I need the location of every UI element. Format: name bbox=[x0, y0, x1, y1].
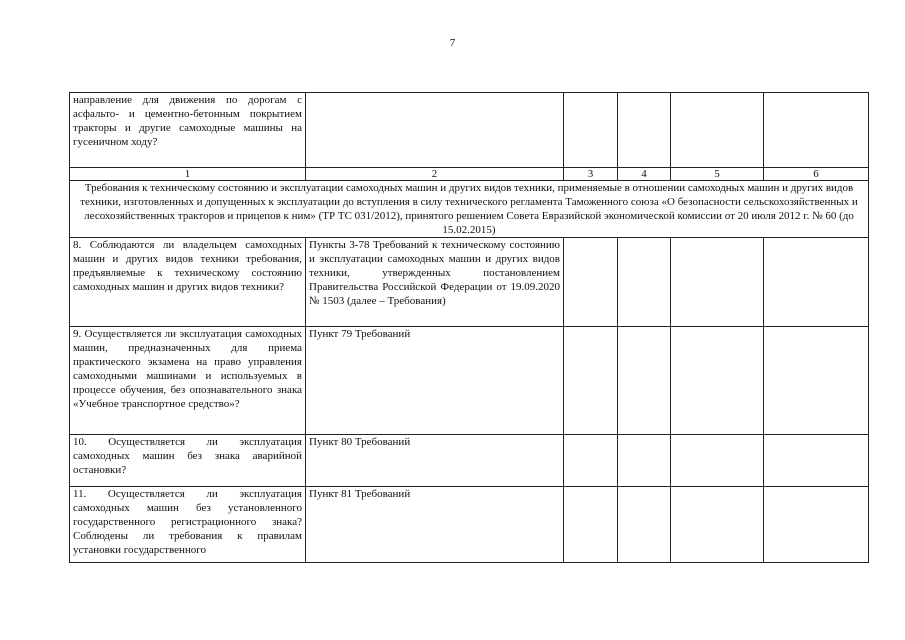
answer-cell bbox=[564, 238, 618, 327]
question-cell: 11. Осуществляется ли эксплуатация самоходных машин без установленного государственного регистрационного знака? Соблюдены ли требования к правилам установки государственного bbox=[70, 487, 306, 563]
answer-cell bbox=[671, 487, 764, 563]
section-title: Требования к техническому состоянию и эксплуатации самоходных машин и других видов техники, применяемые в отношении самоходных машин и других видов техники, изготовленных и допущенных к эксплуатации до вступления в силу технического регламента Таможенного союза «О безопасности сельскохозяйственных и лесохозяйственных тракторов и прицепов к ним» (ТР ТС 031/2012), принятого решением Совета Евразийской экономической комиссии от 20 июля 2012 г. № 60 (до 15.02.2015) bbox=[70, 181, 869, 238]
answer-cell bbox=[564, 327, 618, 435]
table-row bbox=[70, 435, 869, 487]
answer-cell bbox=[764, 93, 869, 168]
answer-cell bbox=[618, 435, 671, 487]
table-row bbox=[70, 327, 869, 435]
answer-cell bbox=[671, 327, 764, 435]
column-number-row bbox=[70, 168, 869, 181]
answer-cell bbox=[764, 327, 869, 435]
answer-cell bbox=[618, 487, 671, 563]
table-row bbox=[70, 93, 869, 168]
answer-cell bbox=[764, 487, 869, 563]
question-cell: 10. Осуществляется ли эксплуатация самоходных машин без знака аварийной остановки? bbox=[70, 435, 306, 487]
answer-cell bbox=[618, 327, 671, 435]
question-cell: направление для движения по дорогам с асфальто- и цементно-бетонным покрытием тракторы и другие самоходные машины на гусеничном ходу? bbox=[70, 93, 306, 168]
table-row bbox=[70, 238, 869, 327]
requirement-cell: Пункт 81 Требований bbox=[306, 487, 564, 563]
column-number: 5 bbox=[671, 168, 764, 181]
column-number: 1 bbox=[70, 168, 306, 181]
answer-cell bbox=[564, 435, 618, 487]
answer-cell bbox=[671, 238, 764, 327]
requirement-cell: Пункт 80 Требований bbox=[306, 435, 564, 487]
question-cell: 8. Соблюдаются ли владельцем самоходных машин и других видов техники требования, предъявляемые к техническому состоянию самоходных машин и других видов техники? bbox=[70, 238, 306, 327]
requirement-cell bbox=[306, 93, 564, 168]
question-cell: 9. Осуществляется ли эксплуатация самоходных машин, предназначенных для приема практического экзамена на право управления самоходными машинами и используемых в процессе обучения, без опознавательного знака «Учебное транспортное средство»? bbox=[70, 327, 306, 435]
answer-cell bbox=[671, 435, 764, 487]
answer-cell bbox=[564, 93, 618, 168]
column-number: 4 bbox=[618, 168, 671, 181]
answer-cell bbox=[764, 435, 869, 487]
checklist-table bbox=[69, 92, 869, 563]
column-number: 2 bbox=[306, 168, 564, 181]
answer-cell bbox=[764, 238, 869, 327]
table-row bbox=[70, 487, 869, 563]
requirement-cell: Пункт 79 Требований bbox=[306, 327, 564, 435]
answer-cell bbox=[564, 487, 618, 563]
requirement-cell: Пункты 3-78 Требований к техническому состоянию и эксплуатации самоходных машин и других видов техники, утвержденных постановлением Правительства Российской Федерации от 19.09.2020 № 1503 (далее – Требования) bbox=[306, 238, 564, 327]
page-number: 7 bbox=[449, 37, 456, 49]
answer-cell bbox=[671, 93, 764, 168]
column-number: 6 bbox=[764, 168, 869, 181]
section-row bbox=[70, 181, 869, 238]
answer-cell bbox=[618, 238, 671, 327]
answer-cell bbox=[618, 93, 671, 168]
column-number: 3 bbox=[564, 168, 618, 181]
